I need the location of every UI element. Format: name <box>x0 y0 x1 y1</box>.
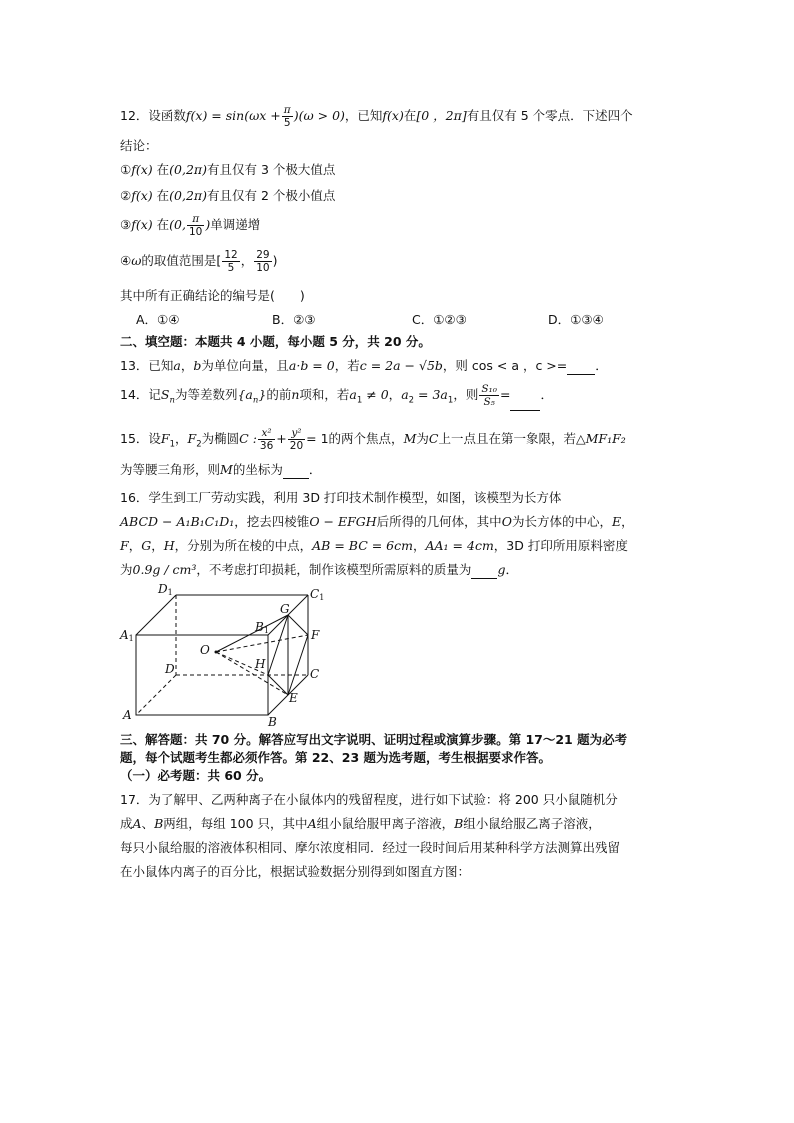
subscript: n <box>169 395 175 406</box>
density: 0.9g / cm³ <box>132 562 197 577</box>
equals-one: = 1 <box>306 431 329 446</box>
q17-text: 在小鼠体内离子的百分比，根据试验数据分别得到如图直方图： <box>120 864 471 879</box>
group-a: A <box>307 816 317 831</box>
subscript: 2 <box>408 395 415 406</box>
q16-text: ，分别为所在棱的中点， <box>174 538 313 553</box>
q16-text: 为长方体的中心， <box>511 514 612 529</box>
separator: 、 <box>141 816 155 831</box>
q13 <box>120 358 608 375</box>
q16-line2 <box>120 514 634 530</box>
statement-marker: ② <box>120 188 132 203</box>
q12-function: f(x) = sin(ωx + <box>185 108 281 123</box>
statement-marker: ③ <box>120 217 132 232</box>
focus-f1: F <box>160 431 170 446</box>
heading-text: 二、填空题：本题共 4 小题，每小题 5 分，共 20 分。 <box>120 334 431 349</box>
option-b: B．②③ <box>272 312 316 327</box>
label-b1: B1 <box>255 620 269 635</box>
q12-interval: [0 ，2π] <box>416 108 467 123</box>
q17-text: 组小鼠给服甲离子溶液， <box>316 816 455 831</box>
spacer: 在 <box>152 188 170 203</box>
fraction-29-10 <box>254 249 271 274</box>
q15-text: 为等腰三角形，则 <box>120 462 221 477</box>
q15-text: 的坐标为 <box>232 462 283 477</box>
section-3-line3 <box>120 768 271 784</box>
point-h: H <box>163 538 175 553</box>
frac-num: y² <box>288 427 305 440</box>
q16-text: 为 <box>120 562 133 577</box>
statement-marker: ① <box>120 162 132 177</box>
q16-line3 <box>120 538 628 554</box>
y2-over-20 <box>288 427 305 452</box>
ellipse-c: C <box>428 431 439 446</box>
section-3-line2 <box>120 750 551 766</box>
q15-text: 15．设 <box>120 431 161 446</box>
point-o: O <box>501 514 512 529</box>
frac-num: π <box>187 213 204 226</box>
heading-text: （一）必考题：共 60 分。 <box>120 768 272 783</box>
hidden-edge-da <box>136 675 176 715</box>
separator: ， <box>128 538 142 553</box>
frac-num: π <box>283 104 291 116</box>
frac-num: 12 <box>224 249 238 261</box>
q15-text: 的两个焦点， <box>328 431 404 446</box>
edge-fe <box>288 635 308 695</box>
pyramid-name: O − EFGH <box>309 514 377 529</box>
q12-text: 12．设函数 <box>120 108 186 123</box>
q17-text: 成 <box>120 816 133 831</box>
option-a: A．①④ <box>136 312 180 327</box>
dimension-ab-bc: AB = BC = 6cm <box>312 538 413 553</box>
q13-text: 为单位向量，且 <box>201 358 289 373</box>
q16-text: 后所得的几何体，其中 <box>376 514 502 529</box>
q14 <box>120 380 553 416</box>
q16-text: ． <box>505 562 518 577</box>
separator: ， <box>621 514 634 529</box>
sum-symbol: S <box>160 387 170 402</box>
answer-blank <box>510 380 540 411</box>
q17-text: 两组，每组 100 只，其中 <box>163 816 308 831</box>
edge-a1d1 <box>136 595 176 635</box>
q17-line4 <box>120 864 470 880</box>
q16-line1 <box>120 490 561 506</box>
point-g: G <box>141 538 152 553</box>
q16-text: ，不考虑打印损耗，制作该模型所需原料的质量为 <box>196 562 472 577</box>
subscript: n <box>252 395 259 406</box>
focus-f2: F <box>187 431 197 446</box>
label-c1: C1 <box>310 587 325 602</box>
point-o-dot <box>215 651 218 654</box>
frac-num: 29 <box>256 249 270 261</box>
q15-text: 为 <box>416 431 429 446</box>
statement-text: 的取值范围是[ <box>141 253 222 268</box>
cond1: a <box>349 387 357 402</box>
cuboid-name: ABCD − A₁B₁C₁D₁ <box>120 514 235 529</box>
point-m: M <box>403 431 417 446</box>
label-h: H <box>255 657 266 671</box>
equals: = <box>499 387 511 402</box>
cond2-rest: = 3a <box>414 387 448 402</box>
q12-line1 <box>120 104 633 129</box>
interval-open: (0, <box>169 217 186 232</box>
spacer: 在 <box>152 217 170 232</box>
label-a: A <box>123 708 132 722</box>
q17-line3 <box>120 840 620 856</box>
q12-fx: f(x) <box>382 108 404 123</box>
x2-over-36 <box>258 427 275 452</box>
separator: ， <box>412 538 426 553</box>
vector-a: a <box>173 358 181 373</box>
dimension-aa1: AA₁ = 4cm <box>425 538 494 553</box>
q15-text: 为椭圆 <box>201 431 240 446</box>
q17-line2 <box>120 816 601 832</box>
q17-line1 <box>120 792 618 808</box>
q15-text: 上一点且在第一象限，若 <box>438 431 576 446</box>
separator: ， <box>175 431 188 446</box>
q12-condition: )(ω > 0) <box>293 108 345 123</box>
question-text: 其中所有正确结论的编号是( ) <box>120 288 305 303</box>
heading-text: 题，每个试题考生都必须作答。第 22、23 题为选考题，考生根据要求作答。 <box>120 750 551 765</box>
q15-text: ． <box>308 462 322 477</box>
label-a1: A1 <box>120 628 134 643</box>
subscript: 1 <box>169 439 176 450</box>
interval: (0,2π) <box>169 188 207 203</box>
q14-text: 为等差数列 <box>174 387 238 402</box>
q12-text: 结论： <box>120 138 158 153</box>
answer-blank <box>283 462 309 479</box>
q15-line2 <box>120 462 321 479</box>
frac-den: 10 <box>256 262 270 274</box>
option-d: D．①③④ <box>548 312 604 327</box>
vector-c-eq: c = 2a − √5b <box>359 358 443 373</box>
q17-text: 17．为了解甲、乙两种离子在小鼠体内的残留程度，进行如下试验：将 200 只小鼠随机分 <box>120 792 618 807</box>
frac-den: 10 <box>188 226 203 238</box>
q12-text: 在 <box>403 108 417 123</box>
frac-den: 20 <box>289 440 304 452</box>
q17-text: 组小鼠给服乙离子溶液， <box>463 816 601 831</box>
spacer: 在 <box>152 162 170 177</box>
subscript: 1 <box>356 395 363 406</box>
q12-question <box>120 288 305 304</box>
vector-b: b <box>193 358 202 373</box>
separator: ， <box>180 358 194 373</box>
statement-text: 单调递增 <box>210 217 261 232</box>
q12-statement-3 <box>120 210 260 240</box>
label-e: E <box>289 691 298 705</box>
q15-line1 <box>120 424 626 460</box>
q12-statement-1 <box>120 162 335 178</box>
label-b: B <box>268 715 277 727</box>
cuboid-pyramid-figure <box>118 582 338 727</box>
section-2-heading <box>120 334 431 350</box>
separator: ， <box>240 253 254 268</box>
hidden-edge-oe <box>216 652 288 695</box>
q12-statement-4 <box>120 246 277 276</box>
label-o: O <box>200 643 210 657</box>
point-f: F <box>120 538 129 553</box>
q14-text: 14．记 <box>120 387 161 402</box>
group-a: A <box>132 816 142 831</box>
q12-fx: f(x) <box>131 162 153 177</box>
q12-text: ，已知 <box>344 108 383 123</box>
option-c: C．①②③ <box>412 312 467 327</box>
subscript: 1 <box>447 395 454 406</box>
q12-fx: f(x) <box>131 188 153 203</box>
edge-gf <box>288 615 308 635</box>
q12-text: 有且仅有 5 个零点．下述四个 <box>466 108 633 123</box>
frac-num: S₁₀ <box>481 383 497 395</box>
label-d1: D1 <box>158 582 173 597</box>
cond2: a <box>401 387 409 402</box>
label-f: F <box>311 628 320 642</box>
separator: ， <box>151 538 164 553</box>
cond1-rest: ≠ 0 <box>362 387 389 402</box>
answer-blank <box>567 358 595 375</box>
section-3-line1 <box>120 732 627 748</box>
q14-text: 的前 <box>266 387 292 402</box>
q12-line2 <box>120 138 158 154</box>
pi-over-10-fraction <box>187 213 204 238</box>
heading-text: 三、解答题：共 70 分。解答应写出文字说明、证明过程或演算步骤。第 17～21 题为必考 <box>120 732 628 747</box>
q16-text: ，3D 打印所用原料密度 <box>493 538 628 553</box>
ellipse-name: C : <box>239 431 257 446</box>
separator: ， <box>388 387 402 402</box>
q13-text: ，则 cos < a ，c >= <box>442 358 568 373</box>
group-b: B <box>154 816 164 831</box>
label-g: G <box>280 602 290 616</box>
point-e: E <box>611 514 622 529</box>
q12-statement-2 <box>120 188 335 204</box>
label-d: D <box>165 662 175 676</box>
frac-den: 36 <box>259 440 274 452</box>
interval-close: ) <box>205 217 211 232</box>
group-b: B <box>454 816 464 831</box>
pi-over-5-fraction <box>282 104 293 129</box>
frac-den: 5 <box>283 117 291 129</box>
statement-marker: ④ <box>120 253 132 268</box>
statement-text: 有且仅有 3 个极大值点 <box>207 162 336 177</box>
point-m: M <box>220 462 233 477</box>
q14-text: 项和，若 <box>299 387 350 402</box>
q16-text: ，挖去四棱锥 <box>234 514 310 529</box>
omega: ω <box>131 253 142 268</box>
fraction-12-5 <box>222 249 239 274</box>
q16-text: 16．学生到工厂劳动实践，利用 3D 打印技术制作模型，如图，该模型为长方体 <box>120 490 562 505</box>
plus: + <box>276 431 287 446</box>
answer-blank <box>471 562 497 579</box>
s10-over-s5-fraction <box>479 383 499 408</box>
n-symbol: n <box>291 387 300 402</box>
q13-text: 13．已知 <box>120 358 174 373</box>
sequence: {a <box>237 387 253 402</box>
label-c: C <box>310 667 320 681</box>
interval: (0,2π) <box>169 162 207 177</box>
interval-close: ) <box>272 253 278 268</box>
q12-fx: f(x) <box>131 217 153 232</box>
q16-line4 <box>120 562 518 579</box>
triangle: △MF₁F₂ <box>575 431 626 446</box>
statement-text: 有且仅有 2 个极小值点 <box>207 188 336 203</box>
q14-text: ． <box>540 387 553 402</box>
q14-text: ，则 <box>453 387 479 402</box>
subscript: 2 <box>196 439 202 450</box>
frac-num: x² <box>258 427 275 440</box>
hidden-edge-of <box>216 635 308 652</box>
unit: g <box>497 562 506 577</box>
frac-den: 5 <box>227 262 235 274</box>
q13-text: ． <box>595 358 608 373</box>
frac-den: S₅ <box>483 396 495 408</box>
q12-options <box>136 312 656 328</box>
q17-text: 每只小鼠给服的溶液体积相同、摩尔浓度相同．经过一段时间后用某种科学方法测算出残留 <box>120 840 621 855</box>
sequence-close: } <box>258 387 267 402</box>
dot-product: a·b = 0 <box>288 358 335 373</box>
q13-text: ，若 <box>334 358 360 373</box>
